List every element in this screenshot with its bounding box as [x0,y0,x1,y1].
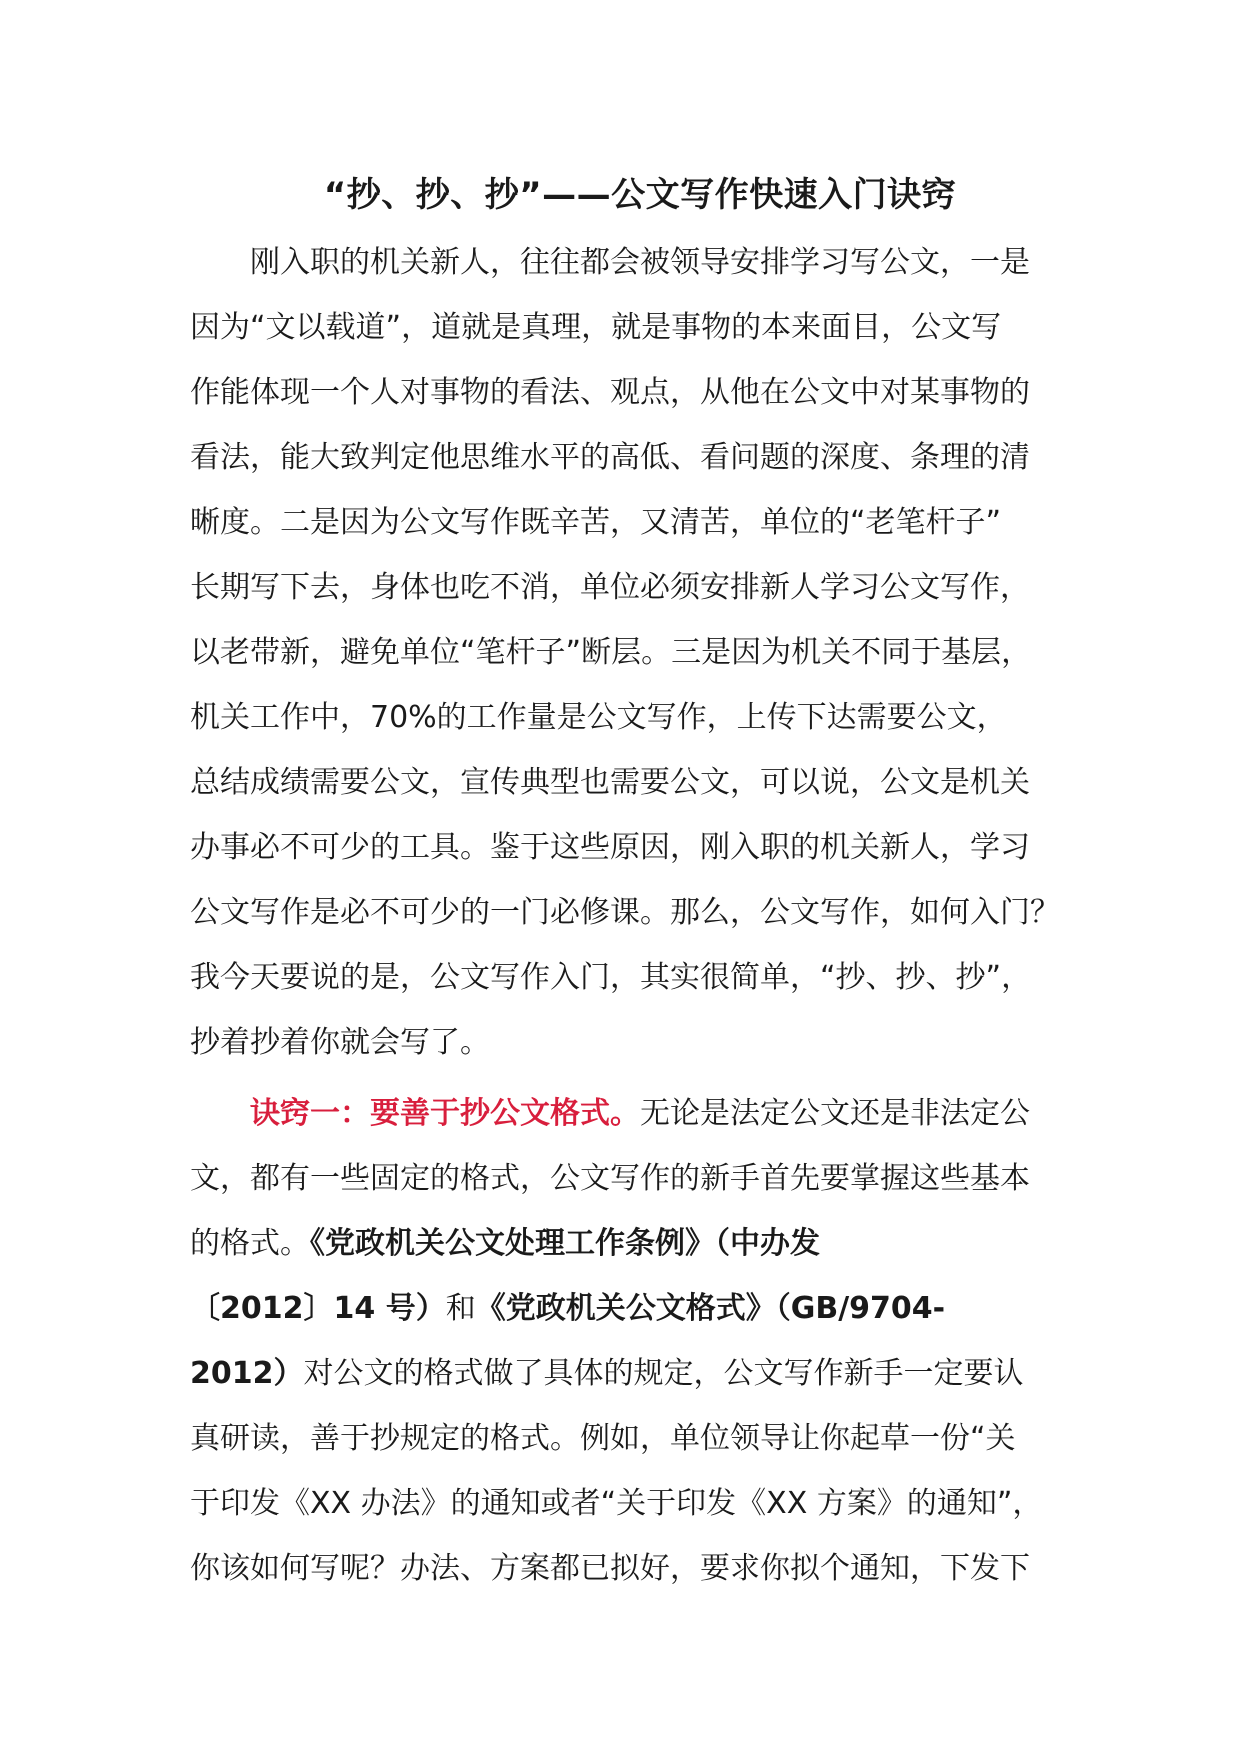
regulation-reference-1: 《党政机关公文处理工作条例》（中办发 〔2012〕14 号） [190,1226,820,1326]
tip-one-text-a: 无论是法定公文还是非法定公 文，都有一些固定的格式，公文写作的新手首先要掌握这些基本 的格式。 [190,1096,1030,1261]
intro-paragraph: 刚入职的机关新人，往往都会被领导安排学习写公文，一是 因为“文以载道”，道就是真理，就是事物的本来面目，公文写 作能体现一个人对事物的看法、观点，从他在公文中对某事物的 看法，能大致判定他思维水平的高低、看问题的深度、条理的清 晰度。二是因为公文写作既辛苦，又清苦，单位的“老笔杆子” 长期写下去，身体也吃不消，单位必须安排新人学习公文写作， 以老带新，避免单位“笔杆子”断层。三是因为机关不同于基层， 机关工作中，70%的工作量是公文写作，上传下达需要公文， 总结成绩需要公文，宣传典型也需要公文，可以说，公文是机关 办事必不可少的工具。鉴于这些原因，刚入职的机关新人，学习 公文写作是必不可少的一门必修课。那么，公文写作，如何入门？ 我今天要说的是，公文写作入门，其实很简单，“抄、抄、抄”， 抄着抄着你就会写了。 [190,245,1060,1060]
regulation-reference-2: 《党政机关公文格式》（GB/9704- 2012） [190,1291,946,1391]
tip-one-text-b: 和 [445,1291,476,1326]
document-page [190,170,1090,1601]
tip-one-paragraph [190,1081,1090,1601]
tip-one-heading: 诀窍一：要善于抄公文格式。 [250,1096,640,1131]
document-title: “抄、抄、抄”——公文写作快速入门诀窍 [323,175,957,215]
tip-one-text-c: 对公文的格式做了具体的规定，公文写作新手一定要认 真研读，善于抄规定的格式。例如，单位领导让你起草一份“关 于印发《XX 办法》的通知或者“关于印发《XX 方案》的通知”， 你该如何写呢？办法、方案都已拟好，要求你拟个通知，下发下 [190,1356,1043,1586]
